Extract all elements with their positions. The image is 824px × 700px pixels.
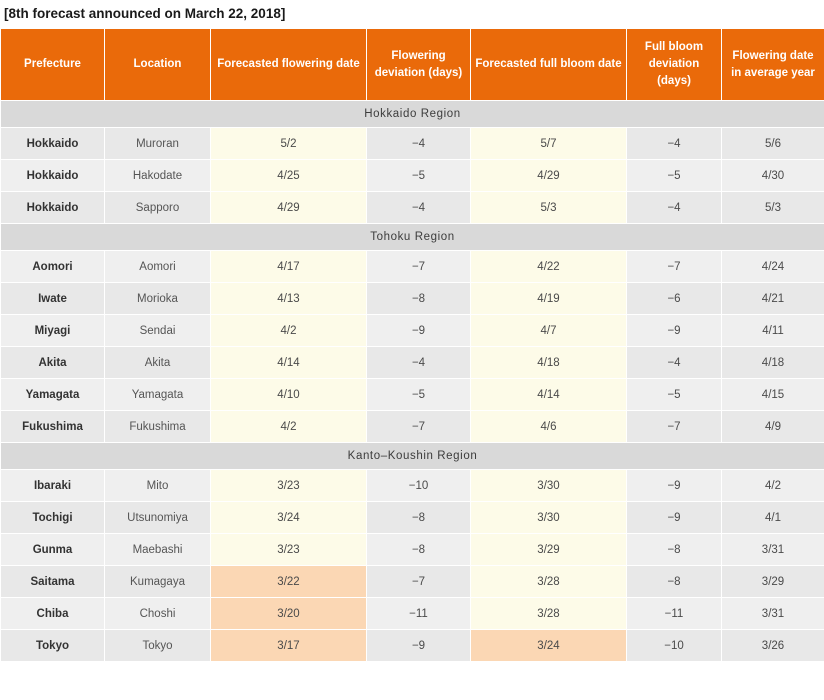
- cell-flowering-date-average: 4/24: [722, 251, 824, 283]
- cell-forecasted-flowering-date: 5/2: [211, 128, 367, 160]
- cell-forecasted-full-bloom-date: 4/29: [471, 160, 627, 192]
- cell-full-bloom-deviation: −11: [627, 598, 722, 630]
- cell-forecasted-full-bloom-date: 4/6: [471, 411, 627, 443]
- cell-flowering-date-average: 4/21: [722, 283, 824, 315]
- column-header-location: Location: [105, 29, 211, 101]
- cell-flowering-date-average: 5/3: [722, 192, 824, 224]
- cell-flowering-deviation: −5: [367, 160, 471, 192]
- table-row: [1, 347, 824, 379]
- cell-forecasted-flowering-date: 3/20: [211, 598, 367, 630]
- cell-forecasted-flowering-date: 4/13: [211, 283, 367, 315]
- cell-prefecture: Iwate: [1, 283, 105, 315]
- cell-prefecture: Chiba: [1, 598, 105, 630]
- cell-forecasted-full-bloom-date: 4/19: [471, 283, 627, 315]
- table-body: [1, 101, 824, 662]
- cell-full-bloom-deviation: −7: [627, 411, 722, 443]
- column-header-full-bloom-deviation: Full bloom deviation (days): [627, 29, 722, 101]
- cell-location: Mito: [105, 470, 211, 502]
- table-row: [1, 160, 824, 192]
- cell-forecasted-flowering-date: 4/25: [211, 160, 367, 192]
- column-header-prefecture: Prefecture: [1, 29, 105, 101]
- page-title: [8th forecast announced on March 22, 2018]: [4, 6, 286, 21]
- cell-full-bloom-deviation: −9: [627, 470, 722, 502]
- cell-forecasted-flowering-date: 4/29: [211, 192, 367, 224]
- cell-forecasted-full-bloom-date: 4/22: [471, 251, 627, 283]
- table-row: [1, 315, 824, 347]
- forecast-table: [0, 28, 824, 662]
- region-label: Hokkaido Region: [1, 101, 824, 128]
- table-row: [1, 128, 824, 160]
- cell-prefecture: Miyagi: [1, 315, 105, 347]
- cell-prefecture: Gunma: [1, 534, 105, 566]
- table-row: [1, 598, 824, 630]
- cell-location: Aomori: [105, 251, 211, 283]
- region-row: [1, 443, 824, 470]
- cell-forecasted-flowering-date: 4/10: [211, 379, 367, 411]
- table-header: [1, 29, 824, 101]
- cell-flowering-deviation: −8: [367, 502, 471, 534]
- cell-flowering-date-average: 4/1: [722, 502, 824, 534]
- cell-flowering-deviation: −4: [367, 128, 471, 160]
- column-header-flowering-date-average: Flowering date in average year: [722, 29, 824, 101]
- table-row: [1, 251, 824, 283]
- cell-full-bloom-deviation: −9: [627, 315, 722, 347]
- cell-location: Akita: [105, 347, 211, 379]
- cell-forecasted-full-bloom-date: 5/7: [471, 128, 627, 160]
- cell-flowering-date-average: 4/15: [722, 379, 824, 411]
- cell-flowering-date-average: 3/29: [722, 566, 824, 598]
- cell-prefecture: Fukushima: [1, 411, 105, 443]
- cell-flowering-deviation: −4: [367, 347, 471, 379]
- cell-prefecture: Hokkaido: [1, 160, 105, 192]
- cell-location: Hakodate: [105, 160, 211, 192]
- cell-full-bloom-deviation: −8: [627, 534, 722, 566]
- cell-forecasted-flowering-date: 4/2: [211, 411, 367, 443]
- table-row: [1, 502, 824, 534]
- cell-forecasted-full-bloom-date: 3/30: [471, 502, 627, 534]
- region-label: Tohoku Region: [1, 224, 824, 251]
- cell-full-bloom-deviation: −9: [627, 502, 722, 534]
- region-row: [1, 224, 824, 251]
- cell-flowering-deviation: −9: [367, 630, 471, 662]
- cell-forecasted-flowering-date: 3/22: [211, 566, 367, 598]
- cell-flowering-date-average: 4/9: [722, 411, 824, 443]
- column-header-forecasted-full-bloom-date: Forecasted full bloom date: [471, 29, 627, 101]
- cell-location: Muroran: [105, 128, 211, 160]
- cell-forecasted-full-bloom-date: 3/29: [471, 534, 627, 566]
- cell-location: Fukushima: [105, 411, 211, 443]
- cell-forecasted-full-bloom-date: 4/7: [471, 315, 627, 347]
- cell-location: Choshi: [105, 598, 211, 630]
- cell-forecasted-full-bloom-date: 3/30: [471, 470, 627, 502]
- cell-full-bloom-deviation: −4: [627, 347, 722, 379]
- cell-forecasted-flowering-date: 4/17: [211, 251, 367, 283]
- cell-forecasted-flowering-date: 4/14: [211, 347, 367, 379]
- cell-forecasted-full-bloom-date: 4/14: [471, 379, 627, 411]
- cell-location: Yamagata: [105, 379, 211, 411]
- table-row: [1, 192, 824, 224]
- cell-flowering-deviation: −7: [367, 411, 471, 443]
- cell-flowering-deviation: −10: [367, 470, 471, 502]
- cell-forecasted-full-bloom-date: 5/3: [471, 192, 627, 224]
- header-row: [1, 29, 824, 101]
- cell-forecasted-flowering-date: 3/24: [211, 502, 367, 534]
- cell-flowering-deviation: −4: [367, 192, 471, 224]
- cell-forecasted-full-bloom-date: 4/18: [471, 347, 627, 379]
- cell-flowering-deviation: −5: [367, 379, 471, 411]
- cell-flowering-date-average: 3/26: [722, 630, 824, 662]
- cell-flowering-date-average: 3/31: [722, 598, 824, 630]
- cell-flowering-date-average: 5/6: [722, 128, 824, 160]
- cell-location: Morioka: [105, 283, 211, 315]
- table-row: [1, 534, 824, 566]
- cell-flowering-deviation: −7: [367, 251, 471, 283]
- cell-prefecture: Tokyo: [1, 630, 105, 662]
- table-row: [1, 566, 824, 598]
- cell-forecasted-flowering-date: 4/2: [211, 315, 367, 347]
- cell-flowering-date-average: 4/11: [722, 315, 824, 347]
- region-row: [1, 101, 824, 128]
- cell-forecasted-full-bloom-date: 3/28: [471, 598, 627, 630]
- cell-prefecture: Saitama: [1, 566, 105, 598]
- cell-location: Maebashi: [105, 534, 211, 566]
- cell-forecasted-full-bloom-date: 3/28: [471, 566, 627, 598]
- cell-full-bloom-deviation: −8: [627, 566, 722, 598]
- column-header-flowering-deviation: Flowering deviation (days): [367, 29, 471, 101]
- cell-location: Sendai: [105, 315, 211, 347]
- table-row: [1, 411, 824, 443]
- cell-forecasted-flowering-date: 3/23: [211, 534, 367, 566]
- column-header-forecasted-flowering-date: Forecasted flowering date: [211, 29, 367, 101]
- table-row: [1, 379, 824, 411]
- cell-location: Kumagaya: [105, 566, 211, 598]
- cell-forecasted-flowering-date: 3/23: [211, 470, 367, 502]
- cell-flowering-date-average: 4/2: [722, 470, 824, 502]
- cell-full-bloom-deviation: −6: [627, 283, 722, 315]
- cell-location: Sapporo: [105, 192, 211, 224]
- table-row: [1, 470, 824, 502]
- cell-forecasted-full-bloom-date: 3/24: [471, 630, 627, 662]
- cell-prefecture: Ibaraki: [1, 470, 105, 502]
- cell-full-bloom-deviation: −5: [627, 160, 722, 192]
- cell-flowering-date-average: 3/31: [722, 534, 824, 566]
- cell-flowering-date-average: 4/18: [722, 347, 824, 379]
- cell-full-bloom-deviation: −10: [627, 630, 722, 662]
- cell-forecasted-flowering-date: 3/17: [211, 630, 367, 662]
- table-row: [1, 283, 824, 315]
- cell-full-bloom-deviation: −4: [627, 128, 722, 160]
- cell-prefecture: Aomori: [1, 251, 105, 283]
- cell-flowering-deviation: −7: [367, 566, 471, 598]
- cell-location: Utsunomiya: [105, 502, 211, 534]
- cell-full-bloom-deviation: −5: [627, 379, 722, 411]
- cell-prefecture: Yamagata: [1, 379, 105, 411]
- region-label: Kanto–Koushin Region: [1, 443, 824, 470]
- cell-full-bloom-deviation: −4: [627, 192, 722, 224]
- cell-flowering-deviation: −8: [367, 283, 471, 315]
- cell-location: Tokyo: [105, 630, 211, 662]
- cell-flowering-deviation: −11: [367, 598, 471, 630]
- cell-prefecture: Tochigi: [1, 502, 105, 534]
- cell-flowering-deviation: −8: [367, 534, 471, 566]
- cell-flowering-date-average: 4/30: [722, 160, 824, 192]
- table-row: [1, 630, 824, 662]
- cell-prefecture: Hokkaido: [1, 192, 105, 224]
- cell-prefecture: Hokkaido: [1, 128, 105, 160]
- cell-full-bloom-deviation: −7: [627, 251, 722, 283]
- cell-flowering-deviation: −9: [367, 315, 471, 347]
- cell-prefecture: Akita: [1, 347, 105, 379]
